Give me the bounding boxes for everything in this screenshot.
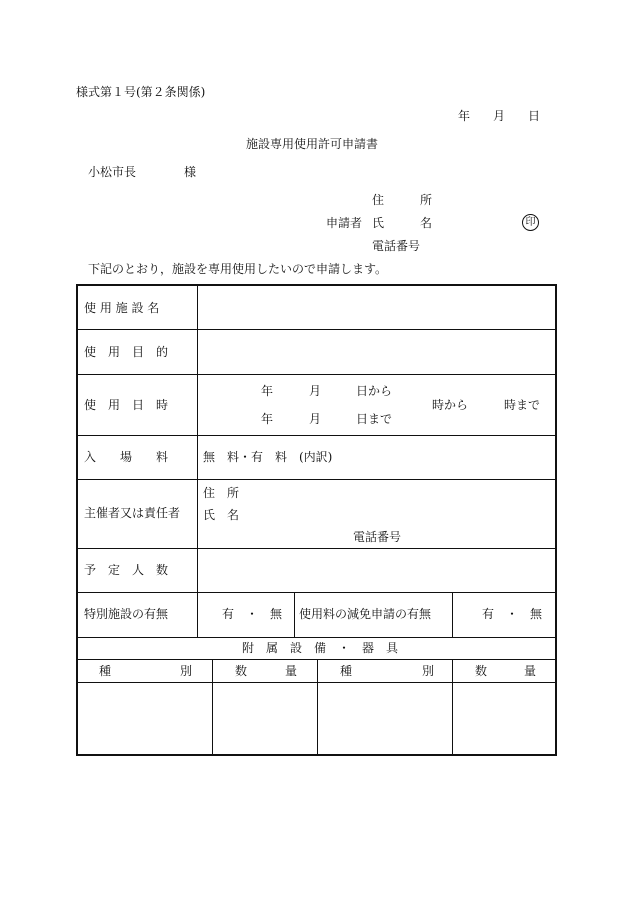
applicant-phone-label: 電話番号 — [372, 239, 421, 253]
row-divider — [78, 479, 555, 480]
addressee: 小松市長 — [88, 165, 137, 179]
organizer-phone-label: 電話番号 — [353, 530, 402, 544]
purpose-field[interactable] — [199, 331, 554, 373]
special-facility-options[interactable]: 有 ・ 無 — [222, 607, 283, 621]
equipment-quantity-field[interactable] — [454, 684, 554, 753]
column-divider — [317, 659, 318, 754]
row-divider — [78, 435, 555, 436]
equipment-quantity-header: 数 — [235, 664, 248, 678]
row-divider — [78, 374, 555, 375]
column-divider — [452, 659, 453, 754]
date-month-label: 月 — [493, 109, 506, 123]
column-divider — [452, 592, 453, 637]
applicant-label: 申請者 — [326, 216, 363, 230]
row-divider — [78, 592, 555, 593]
equipment-quantity-field[interactable] — [214, 684, 316, 753]
applicant-name-label: 氏 名 — [372, 216, 445, 230]
equipment-type-header: 種 — [99, 664, 112, 678]
time-to-label: 時まで — [504, 398, 541, 412]
column-divider — [197, 286, 198, 637]
equipment-type-header: 別 — [180, 664, 193, 678]
column-divider — [212, 659, 213, 754]
attendance-label: 予 定 人 数 — [84, 563, 169, 577]
equipment-type-header: 別 — [422, 664, 435, 678]
fee-exemption-options[interactable]: 有 ・ 無 — [482, 607, 543, 621]
equipment-quantity-header: 量 — [285, 664, 298, 678]
equipment-type-header: 種 — [340, 664, 353, 678]
applicant-address-label: 住 所 — [372, 193, 445, 207]
organizer-name-label: 氏 名 — [203, 508, 240, 522]
special-facility-label: 特別施設の有無 — [84, 607, 169, 621]
application-form-table — [76, 284, 557, 756]
equipment-type-field[interactable] — [319, 684, 451, 753]
date-year-label: 年 — [458, 109, 471, 123]
seal-mark — [522, 214, 539, 231]
facility-name-field[interactable] — [199, 287, 554, 328]
row-divider — [78, 637, 555, 638]
admission-fee-label: 入 場 料 — [84, 450, 169, 464]
equipment-type-field[interactable] — [79, 684, 211, 753]
row-divider — [78, 548, 555, 549]
facility-name-label: 使 用 施 設 名 — [84, 301, 160, 315]
equipment-quantity-header: 量 — [524, 664, 537, 678]
organizer-label: 主催者又は責任者 — [84, 506, 181, 520]
time-from-label: 時から — [432, 398, 469, 412]
datetime-label: 使 用 日 時 — [84, 398, 169, 412]
date-day-label: 日 — [528, 109, 541, 123]
end-day-suffix: 日まで — [356, 412, 393, 426]
row-divider — [78, 329, 555, 330]
addressee-honorific: 様 — [184, 165, 197, 179]
equipment-header: 附 属 設 備 ・ 器 具 — [242, 641, 399, 655]
start-year-label: 年 — [261, 384, 274, 398]
document-title: 施設専用使用許可申請書 — [246, 137, 379, 151]
fee-exemption-label: 使用料の減免申請の有無 — [299, 607, 432, 621]
start-day-suffix: 日から — [356, 384, 393, 398]
form-number: 様式第１号(第２条関係) — [76, 85, 206, 99]
column-divider — [294, 592, 295, 637]
attendance-field[interactable] — [199, 550, 554, 591]
organizer-address-label: 住 所 — [203, 486, 240, 500]
intro-statement: 下記のとおり，施設を専用使用したいので申請します。 — [88, 262, 388, 276]
admission-fee-options[interactable]: 無 料・有 料 (内訳) — [203, 450, 333, 464]
equipment-quantity-header: 数 — [475, 664, 488, 678]
purpose-label: 使 用 目 的 — [84, 345, 169, 359]
start-month-label: 月 — [309, 384, 322, 398]
end-year-label: 年 — [261, 412, 274, 426]
seal-label: 印 — [525, 217, 536, 228]
end-month-label: 月 — [309, 412, 322, 426]
